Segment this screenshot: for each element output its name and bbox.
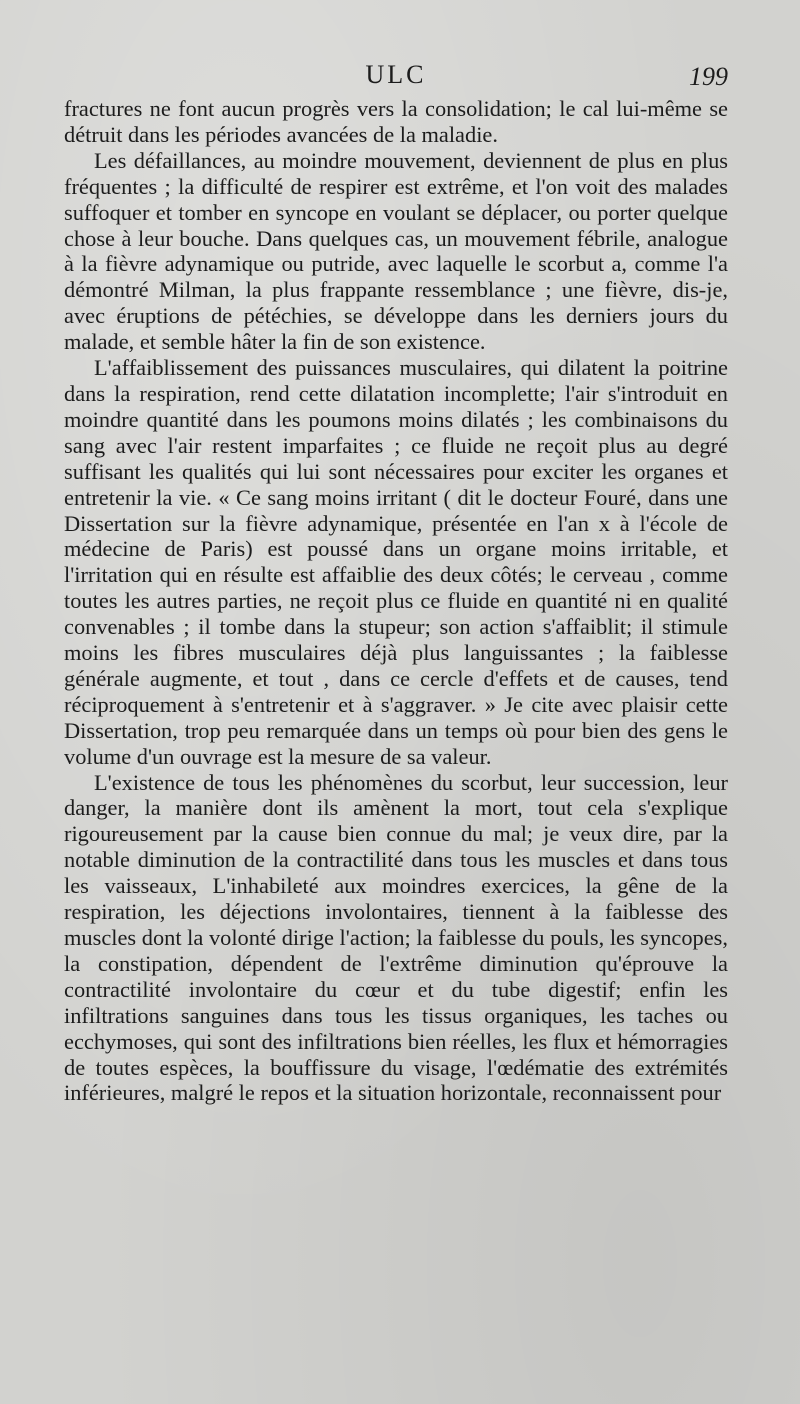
running-head: ULC — [365, 60, 427, 89]
body-text — [64, 96, 728, 1106]
paragraph-existence: L'existence de tous les phénomènes du scorbut, leur succession, leur danger, la manière dont ils amènent la mort, tout cela s'explique rigoureusement par la cause bien connue du mal; je veux dire, par la notable diminution de la contractilité dans tous les muscles et dans tous les vaisseaux, L'inhabileté aux moindres exercices, la gêne de la respiration, les déjections involontaires, tiennent à la faiblesse des muscles dont la volonté dirige l'action; la faiblesse du pouls, les syncopes, la constipation, dépendent de l'extrême diminution qu'éprouve la contractilité involontaire du cœur et du tube digestif; enfin les infiltrations sanguines dans tous les tissus organiques, les taches ou ecchymoses, qui sont des infiltrations bien réelles, les flux et hémorragies de toutes espèces, la bouffissure du visage, l'œdématie des extrémités inférieures, malgré le repos et la situation horizontale, reconnaissent pour — [64, 769, 728, 1106]
page-number: 199 — [689, 62, 728, 91]
page-header — [64, 60, 728, 100]
paragraph-continuation: fractures ne font aucun progrès vers la consolidation; le cal lui-même se détruit dans les périodes avancées de la maladie. — [64, 96, 728, 147]
paragraph-affaiblissement: L'affaiblissement des puissances musculaires, qui dilatent la poitrine dans la respiration, rend cette dilatation incomplette; l'air s'introduit en moindre quantité dans les poumons moins dilatés ; les combinaisons du sang avec l'air restent imparfaites ; ce fluide ne reçoit plus au degré suffisant les qualités qui lui sont nécessaires pour exciter les organes et entretenir la vie. « Ce sang moins irritant ( dit le docteur Fouré, dans une Dissertation sur la fièvre adynamique, présentée en l'an x à l'école de médecine de Paris) est poussé dans un organe moins irritable, et l'irritation qui en résulte est affaiblie des deux côtés; le cerveau , comme toutes les autres parties, ne reçoit plus ce fluide en quantité ni en qualité convenables ; il tombe dans la stupeur; son action s'affaiblit; il stimule moins les fibres musculaires déjà plus languissantes ; la faiblesse générale augmente, et tout , dans ce cercle d'effets et de causes, tend réciproquement à s'entretenir et à s'aggraver. » Je cite avec plaisir cette Dissertation, trop peu remarquée dans un temps où pour bien des gens le volume d'un ouvrage est la mesure de sa valeur. — [64, 355, 728, 769]
paragraph-defaillances: Les défaillances, au moindre mouvement, deviennent de plus en plus fréquentes ; la difficulté de respirer est extrême, et l'on voit des malades suffoquer et tomber en syncope en voulant se déplacer, ou porter quelque chose à leur bouche. Dans quelques cas, un mouvement fébrile, analogue à la fièvre adynamique ou putride, avec laquelle le scorbut a, comme l'a démontré Milman, la plus frappante ressemblance ; une fièvre, dis-je, avec éruptions de pétéchies, se développe dans les derniers jours du malade, et semble hâter la fin de son existence. — [64, 147, 728, 355]
